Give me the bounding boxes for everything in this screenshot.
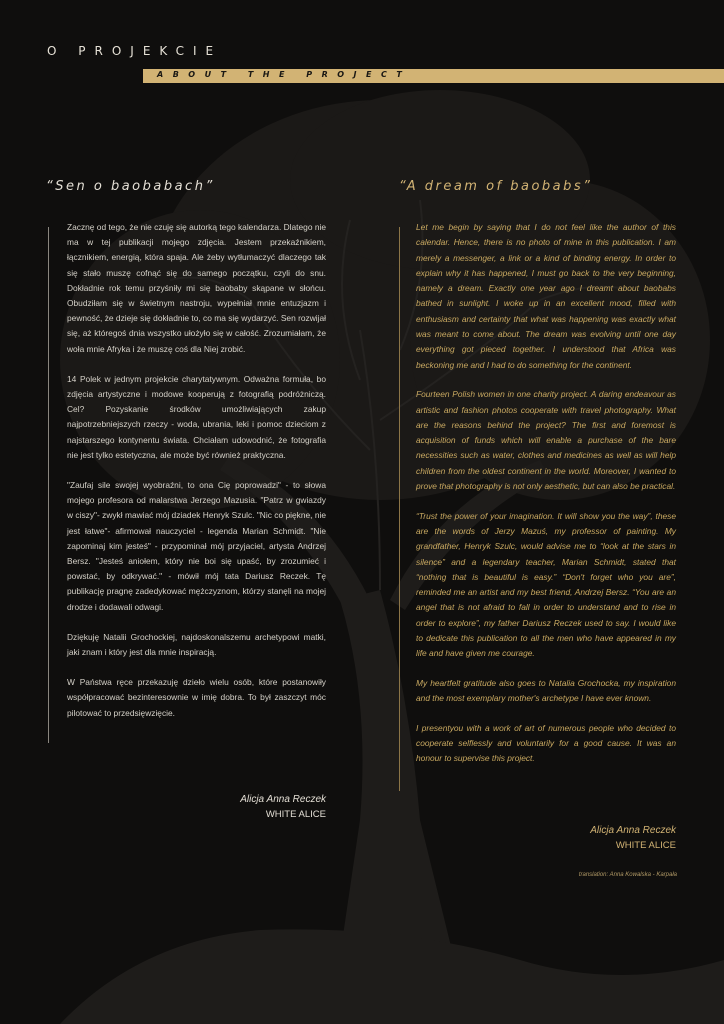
english-paragraph: “Trust the power of your imagination. It will show you the way”, these are the words of Jerzy Mazuś, my professor of painting. My grandfather, Henryk Szulc, would advise me to “look at the stars in silence” and a legendary teacher, Marian Schmidt, stated that “nothing that is beautiful is easy.” “Don't forget who you are”, reminded me an artist and my best friend, Andrzej Bersz. “You are an angel that is not afraid to fall in order to understand and to rise in order to explore”, my father Dariusz Reczek used to say. I would like to dedicate this publication to all the men who have appeared in my life and have given me courage.	[416, 510, 676, 659]
polish-body	[67, 220, 326, 736]
english-paragraph: Fourteen Polish women in one charity project. A daring endeavour as artistic and fashion photos cooperate with travel photography. What are the reasons behind the project? The first and foremost is acquisition of funds which will enable a purchase of the bare necessities such as water, clothes and medicines as well as will help children from the oldest continent in the world. Moreover, I wanted to prove that photography is not only aesthetic, but can also be practical.	[416, 389, 676, 492]
polish-divider	[48, 227, 49, 743]
polish-signature	[150, 792, 326, 822]
signature-alias: WHITE ALICE	[615, 840, 676, 851]
section-title: O PROJEKCIE	[47, 44, 223, 58]
signature-alias: WHITE ALICE	[265, 809, 326, 820]
english-paragraph: Let me begin by saying that I do not feel like the author of this calendar. Hence, there is no photo of mine in this publication. I am merely a messenger, a link or a kind of binding energy. In order to explain why it has happened, I must go back to the very beginning, namely a dream. Exactly one year ago I dreamt about baobabs bathed in sunlight. I woke up in an excellent mood, filled with enthusiasm and certainty that what was happening was exactly what was meant to come about. The dream was evolving until one day everything got pieced together. I understood that Africa was beckoning me and I had to do something for the continent.	[416, 222, 676, 370]
section-subtitle: ABOUT THE PROJECT	[157, 70, 412, 79]
english-body	[416, 220, 676, 781]
polish-paragraph: W Państwa ręce przekazuję dzieło wielu osób, które postanowiły współpracować bezinteresownie w imię dobra. To był zaszczyt móc pilotować to przedsięwzięcie.	[67, 677, 326, 718]
polish-paragraph: "Zaufaj sile swojej wyobraźni, to ona Cię poprowadzi" - to słowa mojego profesora od malarstwa Jerzego Mazusia. "Patrz w gwiazdy w ciszy"- zwykł mawiać mój dziadek Henryk Szulc. "Nic co piękne, nie jest łatwe"- afirmował nauczyciel - legenda Marian Schmidt. "Nie zapominaj kim jesteś" - przypominał mój przyjaciel, artysta Andrzej Bersz. "Jesteś aniołem, który nie boi się upaść, by zrozumieć i powstać, by odkrywać." - mówił mój tata Dariusz Reczek. Tę publikację pragnę zadedykować mężczyznom, którzy stanęli na mojej drodze i dodawali odwagi.	[67, 480, 326, 612]
english-paragraph: I presentyou with a work of art of numerous people who decided to cooperate selflessly and voluntarily for a good cause. It was an honour to supervise this project.	[416, 722, 676, 764]
english-signature	[480, 823, 676, 853]
english-title: “A dream of baobabs”	[399, 179, 593, 194]
polish-paragraph: Zacznę od tego, że nie czuję się autorką tego kalendarza. Dlatego nie ma w tej publikacji mojego zdjęcia. Jestem przekaźnikiem, łącznikiem, energią, która spaja. Ale żeby wytłumaczyć dlaczego tak się stało muszę cofnąć się do samego początku, czyli do snu. Dokładnie rok temu przyśniły mi się baobaby skąpane w słońcu. Obudziłam się w świetnym nastroju, wypełniał mnie entuzjazm i pewność, że dzieje się dokładnie to, co ma się wydarzyć. Sen rozwijał się, aż któregoś dnia wszystko ułożyło się w całość. Zrozumiałam, że woła mnie Afryka i że muszę coś dla Niej zrobić.	[67, 222, 326, 354]
polish-paragraph: 14 Polek w jednym projekcie charytatywnym. Odważna formuła, bo zdjęcia artystyczne i modowe kooperują z fotografią podróżniczą. Cel? Pozyskanie środków umożliwiających zakup najpotrzebniejszych rzeczy - woda, ubrania, leki i pomoc dzieciom z najstarszego kontynentu świata. Chciałam udowodnić, że fotografia nie jest tylko estetyczna, ale może być również praktyczna.	[67, 373, 326, 460]
signature-name: Alicja Anna Reczek	[240, 794, 326, 805]
polish-paragraph: Dziękuję Natalii Grochockiej, najdoskonalszemu archetypowi matki, jaki znam i który jest dla mnie inspiracją.	[67, 631, 326, 658]
subtitle-band	[143, 69, 724, 83]
english-paragraph: My heartfelt gratitude also goes to Natalia Grochocka, my inspiration and the most exemplary mother's archetype I have ever known.	[416, 677, 676, 704]
translation-credit: translation: Anna Kowalska - Karpała	[578, 872, 677, 878]
english-divider	[399, 227, 400, 791]
signature-name: Alicja Anna Reczek	[590, 825, 676, 836]
polish-title: “Sen o baobabach”	[46, 179, 215, 194]
